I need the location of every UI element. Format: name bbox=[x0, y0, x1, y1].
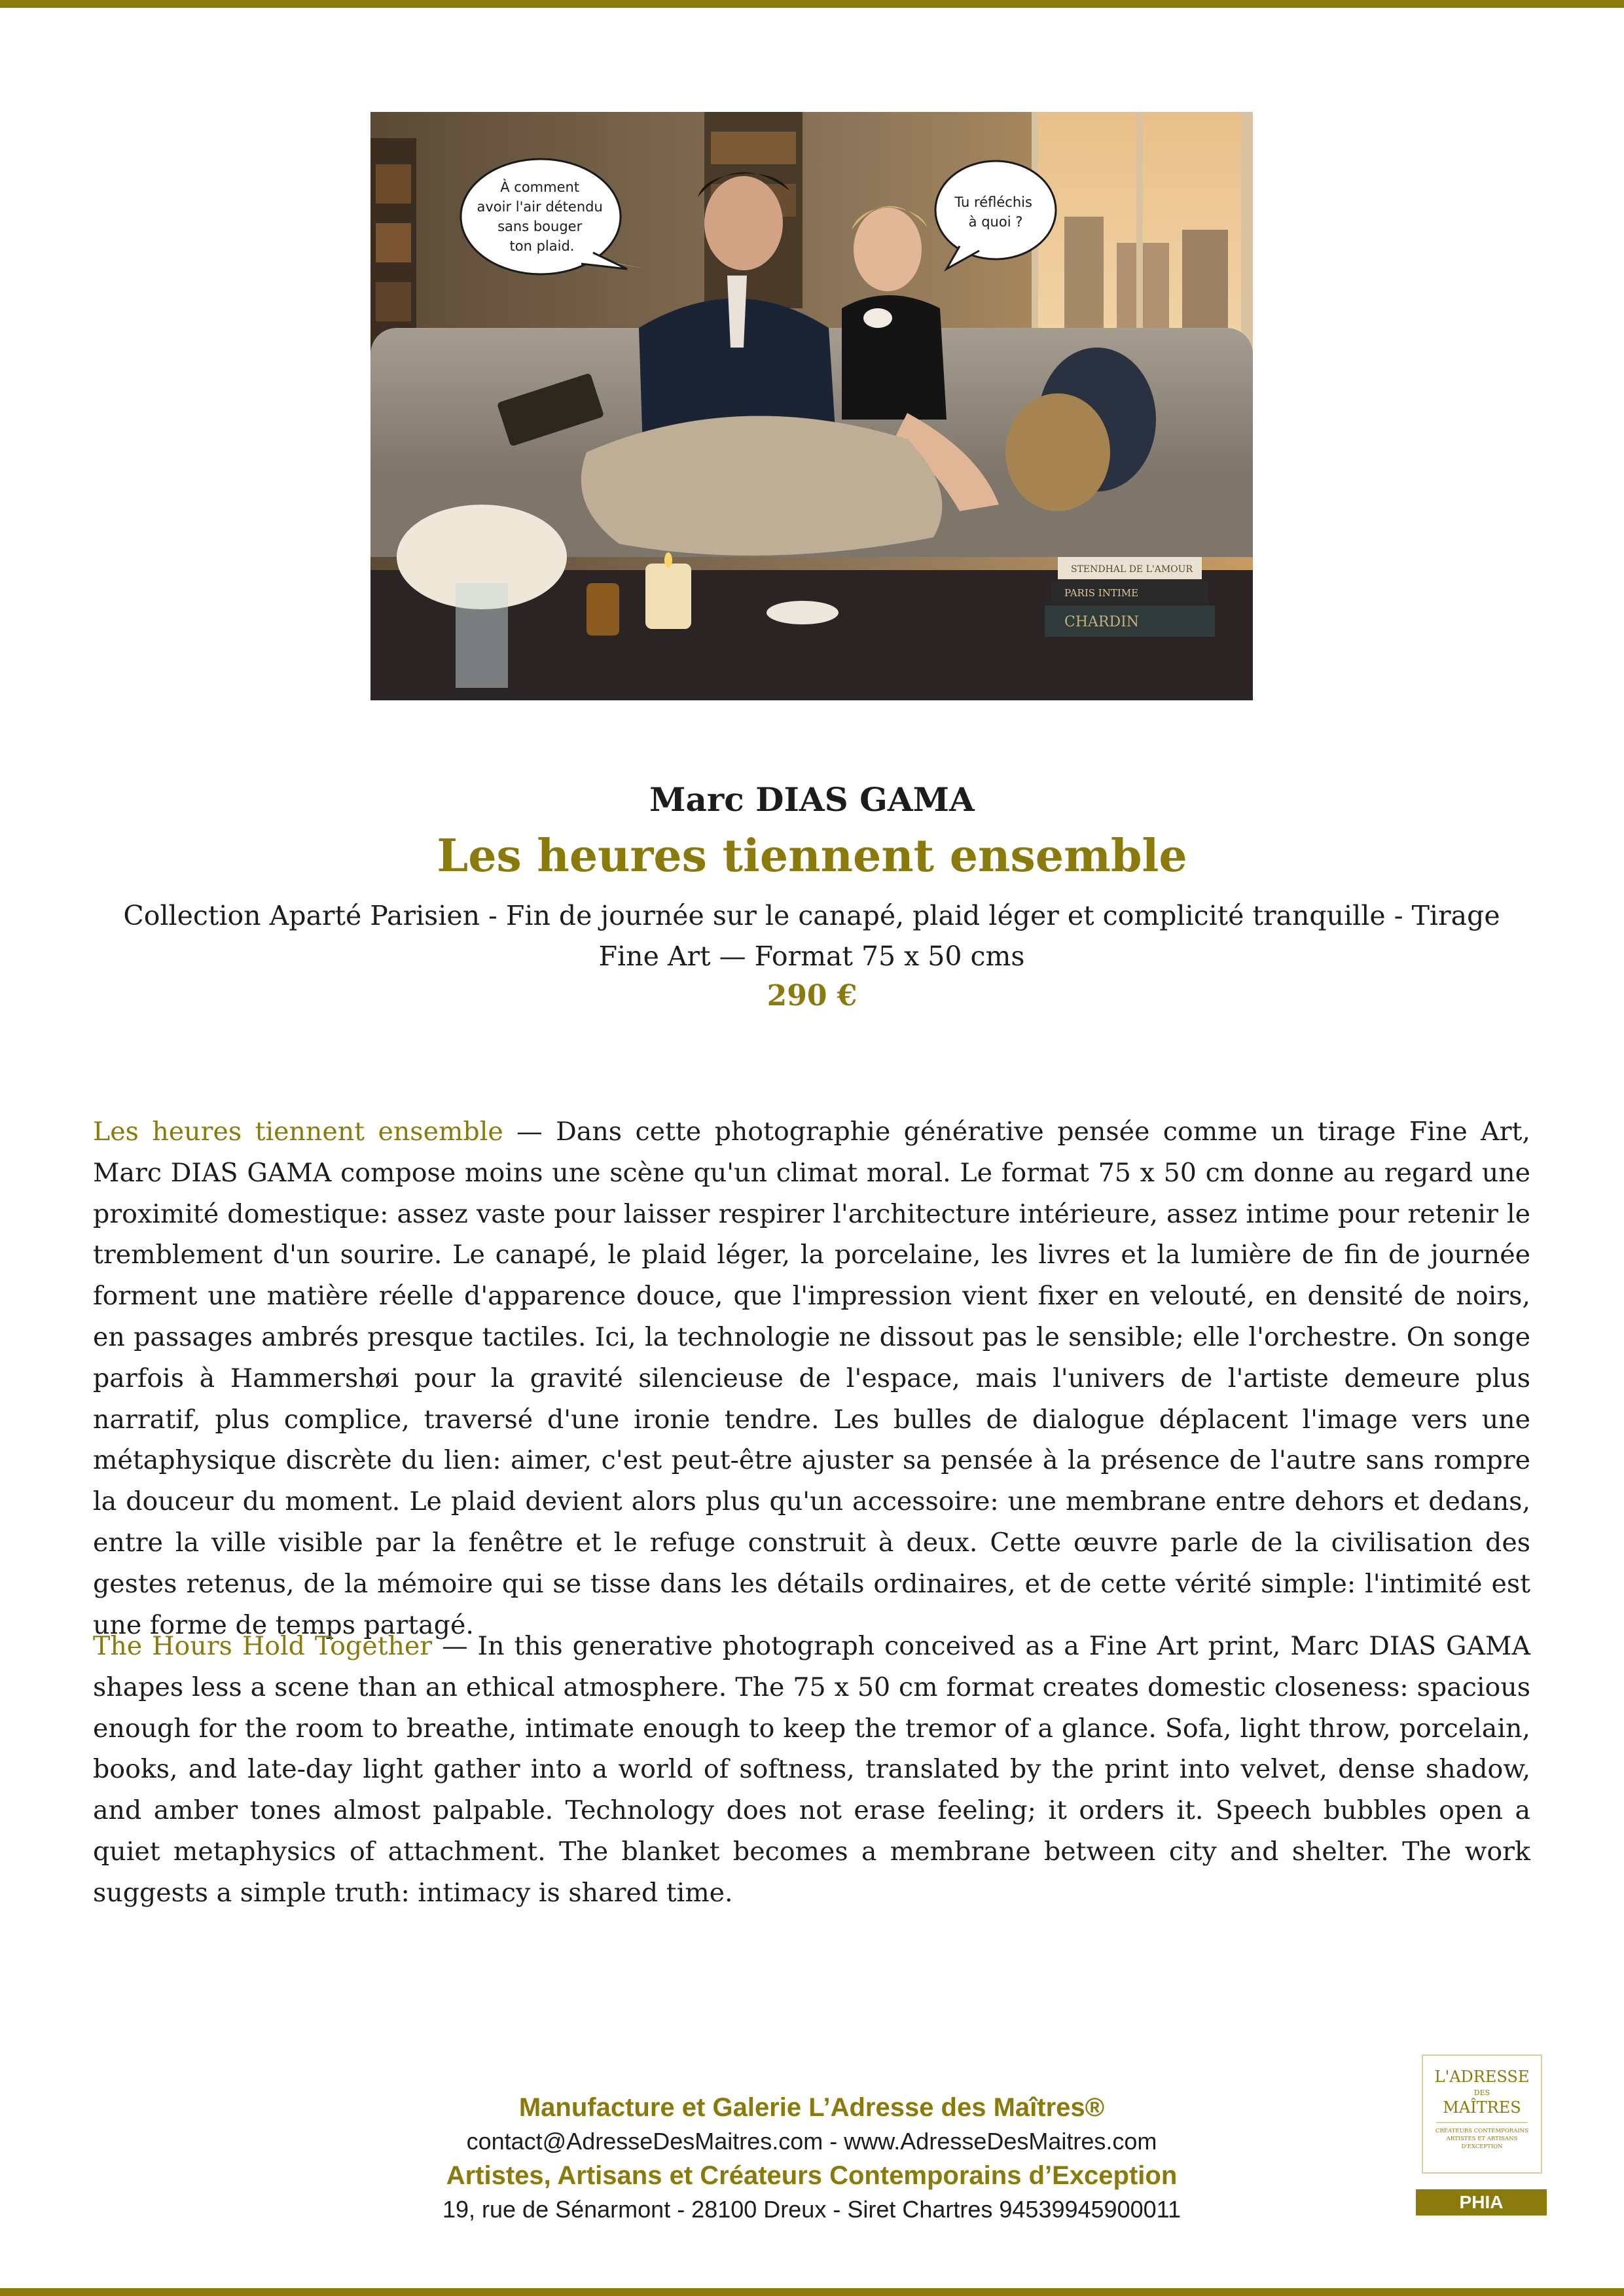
bubble-left-line-4: ton plaid. bbox=[509, 238, 575, 254]
book-spine-1: STENDHAL DE L'AMOUR bbox=[1071, 564, 1193, 575]
artwork-title: Les heures tiennent ensemble bbox=[437, 830, 1187, 882]
gallery-logo bbox=[1422, 2054, 1542, 2174]
phia-badge: PHIA bbox=[1416, 2189, 1547, 2215]
footer-tagline: Artistes, Artisans et Créateurs Contemporains d’Exception bbox=[446, 2161, 1178, 2190]
logo-line-4: CRÉATEURS CONTEMPORAINS ARTISTES ET ARTISANS D'EXCEPTION bbox=[1435, 2128, 1529, 2150]
top-border bbox=[0, 0, 1624, 8]
bubble-right-line-1: Tu réfléchis bbox=[954, 194, 1032, 210]
logo-line-3: MAÎTRES bbox=[1443, 2098, 1521, 2117]
book-spine-3: CHARDIN bbox=[1064, 614, 1140, 630]
bottom-border bbox=[0, 2288, 1624, 2296]
description-english-text: — In this generative photograph conceived as a Fine Art print, Marc DIAS GAMA shapes less a scene than an ethical atmosphere. The 75 x 50 cm format creates domestic closeness: spacious enough for the room to breathe, intimate enough to keep the tremor of a glance. Sofa, light throw, porcelain, books, and late-day light gather into a world of softness, translated by the print into velvet, dense shadow, and amber tones almost palpable. Technology does not erase feeling; it orders it. Speech bubbles open a quiet metaphysics of attachment. The blanket becomes a membrane between city and shelter. The work suggests a simple truth: intimacy is shared time. bbox=[93, 1631, 1530, 1908]
artwork-price: 290 € bbox=[767, 979, 857, 1013]
artist-name: Marc DIAS GAMA bbox=[649, 780, 975, 819]
description-french bbox=[93, 1111, 1530, 1645]
footer-address: 19, rue de Sénarmont - 28100 Dreux - Siret Chartres 94539945900011 bbox=[442, 2196, 1182, 2223]
logo-divider bbox=[1436, 2122, 1528, 2123]
logo-line-1: L'ADRESSE bbox=[1434, 2068, 1530, 2086]
artwork-image bbox=[370, 112, 1253, 700]
description-french-lead: Les heures tiennent ensemble bbox=[93, 1117, 503, 1147]
book-spine-2: PARIS INTIME bbox=[1064, 587, 1139, 599]
footer-contact[interactable]: contact@AdresseDesMaitres.com - www.AdresseDesMaitres.com bbox=[466, 2128, 1157, 2155]
bubble-left-line-1: À comment bbox=[500, 179, 580, 195]
bubble-right-line-2: à quoi ? bbox=[968, 214, 1023, 230]
description-english-lead: The Hours Hold Together bbox=[93, 1631, 433, 1661]
footer-gallery: Manufacture et Galerie L’Adresse des Maîtres® bbox=[518, 2093, 1105, 2122]
description-french-text: — Dans cette photographie générative pensée comme un tirage Fine Art, Marc DIAS GAMA compose moins une scène qu'un climat moral. Le format 75 x 50 cm donne au regard une proximité domestique: assez vaste pour laisser respirer l'architecture intérieure, assez intime pour retenir le tremblement d'un sourire. Le canapé, le plaid léger, la porcelaine, les livres et la lumière de fin de journée forment une matière réelle d'apparence douce, que l'impression vient fixer en velouté, en densité de noirs, en passages ambrés presque tactiles. Ici, la technologie ne dissout pas le sensible; elle l'orchestre. On songe parfois à Hammershøi pour la gravité silencieuse de l'espace, mais l'univers de l'artiste demeure plus narratif, plus complice, traversé d'une ironie tendre. Les bulles de dialogue déplacent l'image vers une métaphysique discrète du lien: aimer, c'est peut-être ajuster sa pensée à la présence de l'autre sans rompre la douceur du moment. Le plaid devient alors plus qu'un accessoire: une membrane entre dehors et dedans, entre la ville visible par la fenêtre et le refuge construit à deux. Cette œuvre parle de la civilisation des gestes retenus, de la mémoire qui se tisse dans les détails ordinaires, et de cette vérité simple: l'intimité est une forme de temps partagé. bbox=[93, 1117, 1530, 1640]
logo-line-2: DES bbox=[1473, 2089, 1490, 2097]
footer bbox=[367, 2090, 1257, 2227]
artwork-subtitle: Collection Aparté Parisien - Fin de journée sur le canapé, plaid léger et complicité tranquille - Tirage Fine Art — Format 75 x 50 cms bbox=[123, 900, 1500, 972]
description-english bbox=[93, 1626, 1530, 1914]
artwork-illustration bbox=[370, 112, 1253, 700]
bubble-left-line-3: sans bouger bbox=[497, 219, 583, 234]
bubble-left-line-2: avoir l'air détendu bbox=[477, 199, 603, 215]
